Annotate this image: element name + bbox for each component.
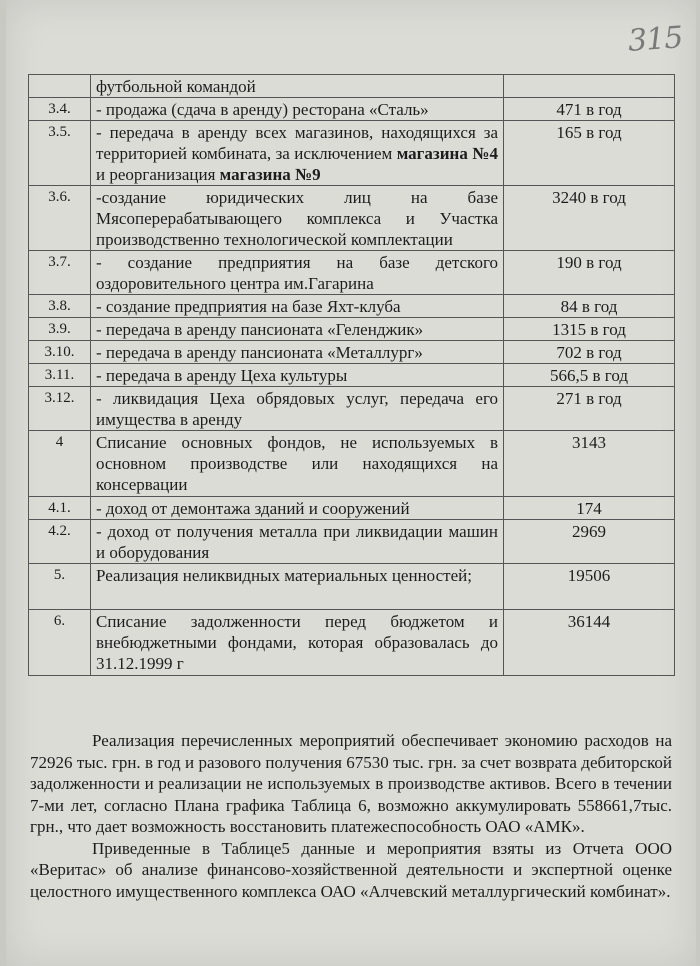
table-row bbox=[29, 364, 675, 387]
table-row bbox=[29, 497, 675, 520]
table-row bbox=[29, 121, 675, 186]
row-description: - доход от демонтажа зданий и сооружений bbox=[91, 497, 504, 520]
row-description-connector: и реорганизация bbox=[96, 165, 220, 184]
row-value: 271 в год bbox=[504, 387, 675, 431]
row-value: 702 в год bbox=[504, 341, 675, 364]
document-page bbox=[6, 0, 696, 966]
row-number: 4.2. bbox=[29, 520, 91, 564]
row-value: 1315 в год bbox=[504, 318, 675, 341]
row-number: 3.12. bbox=[29, 387, 91, 431]
row-number: 3.11. bbox=[29, 364, 91, 387]
measures-table bbox=[28, 74, 675, 676]
row-description: - создание предприятия на базе Яхт-клуба bbox=[91, 295, 504, 318]
row-description: -создание юридических лиц на базе Мясоперерабатывающего комплекса и Участка производственно технологической комплектации bbox=[91, 186, 504, 251]
table-row bbox=[29, 186, 675, 251]
row-value: 2969 bbox=[504, 520, 675, 564]
row-description: Списание задолженности перед бюджетом и внебюджетными фондами, которая образовалась до 31.12.1999 г bbox=[91, 610, 504, 676]
table-row bbox=[29, 610, 675, 676]
handwritten-page-number: 315 bbox=[626, 20, 684, 59]
row-value: 165 в год bbox=[504, 121, 675, 186]
row-description: Списание основных фондов, не используемых в основном производстве или находящихся на консервации bbox=[91, 431, 504, 497]
row-number: 4.1. bbox=[29, 497, 91, 520]
row-description-text: - передача в аренду всех магазинов, находящихся за территорией комбината, за исключением bbox=[96, 123, 498, 163]
row-number: 3.5. bbox=[29, 121, 91, 186]
table-row bbox=[29, 564, 675, 610]
row-number bbox=[29, 75, 91, 98]
row-value: 471 в год bbox=[504, 98, 675, 121]
row-number: 4 bbox=[29, 431, 91, 497]
table-row bbox=[29, 341, 675, 364]
row-value: 190 в год bbox=[504, 251, 675, 295]
row-number: 6. bbox=[29, 610, 91, 676]
row-number: 3.7. bbox=[29, 251, 91, 295]
row-description bbox=[91, 121, 504, 186]
row-number: 5. bbox=[29, 564, 91, 610]
row-description: - передача в аренду пансионата «Металлург» bbox=[91, 341, 504, 364]
row-description: - продажа (сдача в аренду) ресторана «Сталь» bbox=[91, 98, 504, 121]
store-4-name: магазина №4 bbox=[396, 144, 498, 163]
row-number: 3.6. bbox=[29, 186, 91, 251]
row-value: 19506 bbox=[504, 564, 675, 610]
row-value: 566,5 в год bbox=[504, 364, 675, 387]
row-number: 3.8. bbox=[29, 295, 91, 318]
row-number: 3.9. bbox=[29, 318, 91, 341]
row-description: - передача в аренду пансионата «Геленджик» bbox=[91, 318, 504, 341]
paragraph: Приведенные в Таблице5 данные и мероприятия взяты из Отчета ООО «Веритас» об анализе финансово-хозяйственной деятельности и экспертной оценке целостного имущественного комплекса ОАО «Алчевский металлургический комбинат». bbox=[30, 838, 672, 901]
row-value: 174 bbox=[504, 497, 675, 520]
table-row bbox=[29, 98, 675, 121]
table-row bbox=[29, 520, 675, 564]
table-row bbox=[29, 387, 675, 431]
row-description: - передача в аренду Цеха культуры bbox=[91, 364, 504, 387]
table-row bbox=[29, 251, 675, 295]
table-row bbox=[29, 295, 675, 318]
row-value: 3240 в год bbox=[504, 186, 675, 251]
row-description: Реализация неликвидных материальных ценностей; bbox=[91, 564, 504, 610]
row-number: 3.10. bbox=[29, 341, 91, 364]
table-row bbox=[29, 318, 675, 341]
row-value bbox=[504, 75, 675, 98]
paragraph: Реализация перечисленных мероприятий обеспечивает экономию расходов на 72926 тыс. грн. в год и разового получения 67530 тыс. грн. за счет возврата дебиторской задолженности и реализации не используемых в производстве активов. Всего в течении 7-ми лет, согласно Плана графика Таблица 6, возможно аккумулировать 558661,7тыс. грн., что дает возможность восстановить платежеспособность ОАО «АМК». bbox=[30, 731, 672, 836]
row-value: 36144 bbox=[504, 610, 675, 676]
store-9-name: магазина №9 bbox=[219, 165, 321, 184]
row-value: 3143 bbox=[504, 431, 675, 497]
table-row bbox=[29, 431, 675, 497]
row-number: 3.4. bbox=[29, 98, 91, 121]
body-text bbox=[30, 730, 672, 902]
row-description: - доход от получения металла при ликвидации машин и оборудования bbox=[91, 520, 504, 564]
row-description: футбольной командой bbox=[91, 75, 504, 98]
row-value: 84 в год bbox=[504, 295, 675, 318]
table-row bbox=[29, 75, 675, 98]
row-description: - создание предприятия на базе детского оздоровительного центра им.Гагарина bbox=[91, 251, 504, 295]
row-description: - ликвидация Цеха обрядовых услуг, передача его имущества в аренду bbox=[91, 387, 504, 431]
